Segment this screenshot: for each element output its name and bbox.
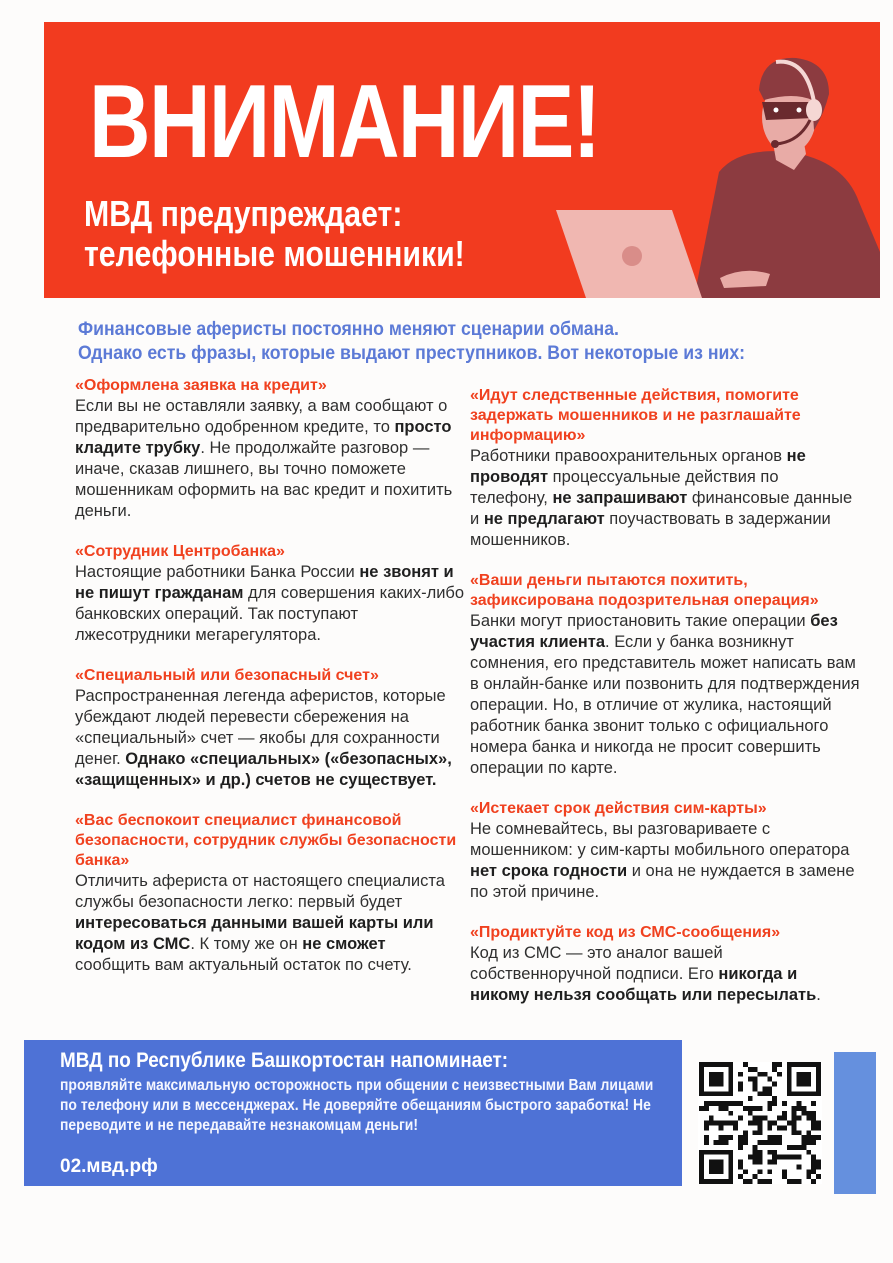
hacker-illustration-icon bbox=[544, 42, 880, 298]
emphasis-text: никогда и никому нельзя сообщать или пересылать bbox=[470, 965, 817, 1004]
phrase-body bbox=[470, 446, 860, 551]
phrase-body bbox=[470, 611, 860, 779]
body-text: Отличить афериста от настоящего специалиста службы безопасности легко: первый будет bbox=[75, 872, 445, 911]
phrase-title: «Продиктуйте код из СМС-сообщения» bbox=[470, 924, 781, 941]
banner-subtitle-line-1: МВД предупреждает: bbox=[84, 193, 403, 234]
phrase-body bbox=[75, 396, 465, 522]
phrase-item-safe-account bbox=[75, 666, 465, 791]
phrase-item-investigation bbox=[470, 386, 860, 551]
phrase-item-security-specialist bbox=[75, 811, 465, 976]
banner-subtitle bbox=[84, 194, 465, 274]
emphasis-text: интересоваться данными вашей карты или кодом из СМС bbox=[75, 914, 434, 953]
body-text: Код из СМС — это аналог вашей собственноручной подписи. Его bbox=[470, 944, 723, 983]
phrase-item-sim-expiry bbox=[470, 799, 860, 903]
emphasis-text: не предлагают bbox=[483, 510, 605, 528]
footer-title: МВД по Республике Башкортостан напоминает: bbox=[60, 1049, 509, 1072]
warning-banner bbox=[44, 22, 880, 298]
headset-earpiece bbox=[806, 99, 822, 121]
decorative-stripe bbox=[834, 1052, 876, 1194]
website-link[interactable]: 02.мвд.рф bbox=[60, 1156, 158, 1177]
phrase-item-suspicious-operation bbox=[470, 571, 860, 779]
banner-title: ВНИМАНИЕ! bbox=[89, 64, 600, 180]
body-text: Настоящие работники Банка России bbox=[75, 563, 360, 581]
body-text: Банки могут приостановить такие операции bbox=[470, 612, 811, 630]
right-column bbox=[470, 386, 860, 1026]
phrase-body bbox=[75, 871, 465, 976]
reminder-footer bbox=[24, 1040, 682, 1186]
phrase-title: «Истекает срок действия сим-карты» bbox=[470, 800, 767, 817]
phrase-title: «Ваши деньги пытаются похитить, зафиксирована подозрительная операция» bbox=[470, 572, 819, 609]
body-text: . Если у банка возникнут сомнения, его представитель может написать вам в онлайн-банке или позвонить для подтверждения операции. Но, в отличие от жулика, настоящий работник банка звонит только с официального номера банка и никогда не просит совершить операции по карте. bbox=[470, 633, 860, 777]
body-text: Распространенная легенда аферистов, которые убеждают людей перевести сбережения на «специальный» счет — якобы для сохранности денег. bbox=[75, 687, 446, 768]
phrase-body bbox=[75, 686, 465, 791]
phrase-title: «Сотрудник Центробанка» bbox=[75, 543, 285, 560]
laptop-logo bbox=[622, 246, 642, 266]
phrase-body bbox=[470, 819, 860, 903]
body-text: Если вы не оставляли заявку, а вам сообщают о предварительно одобренном кредите, то bbox=[75, 397, 448, 436]
banner-subtitle-line-2: телефонные мошенники! bbox=[84, 233, 465, 274]
intro-line-1: Финансовые аферисты постоянно меняют сценарии обмана. bbox=[78, 319, 619, 340]
phrase-item-central-bank bbox=[75, 542, 465, 646]
emphasis-text: без участия клиента bbox=[470, 612, 838, 651]
emphasis-text: нет срока годности bbox=[470, 862, 628, 880]
hoodie-shape bbox=[694, 151, 880, 298]
body-text: . Не продолжайте разговор — иначе, сказав лишнего, вы точно поможете мошенникам оформить на вас кредит и похитить деньги. bbox=[75, 439, 453, 520]
left-column bbox=[75, 376, 465, 996]
phrase-item-credit-request bbox=[75, 376, 465, 522]
phrase-title: «Идут следственные действия, помогите задержать мошенников и не разглашайте информацию» bbox=[470, 387, 801, 444]
phrase-title: «Оформлена заявка на кредит» bbox=[75, 377, 327, 394]
body-text: поучаствовать в задержании мошенников. bbox=[470, 510, 831, 549]
body-text: финансовые данные и bbox=[470, 489, 853, 528]
emphasis-text: Однако «специальных» («безопасных», «защищенных» и др.) счетов не существует. bbox=[75, 750, 452, 789]
intro-line-2: Однако есть фразы, которые выдают преступников. Вот некоторые из них: bbox=[78, 343, 746, 364]
phrase-item-sms-code bbox=[470, 923, 860, 1006]
emphasis-text: не запрашивают bbox=[552, 489, 688, 507]
emphasis-text: не сможет bbox=[302, 935, 386, 953]
intro-text bbox=[78, 318, 785, 366]
body-text: Не сомневайтесь, вы разговариваете с мошенником: у сим-карты мобильного оператора bbox=[470, 820, 850, 859]
body-text: и она не нуждается в замене по этой причине. bbox=[470, 862, 855, 901]
body-text: Работники правоохранительных органов bbox=[470, 447, 787, 465]
qr-code-icon[interactable] bbox=[698, 1062, 822, 1184]
phrase-body bbox=[470, 943, 860, 1006]
body-text: . К тому же он bbox=[190, 935, 303, 953]
phrase-body bbox=[75, 562, 465, 646]
body-text: . bbox=[816, 986, 821, 1004]
phrase-title: «Вас беспокоит специалист финансовой безопасности, сотрудник службы безопасности банка» bbox=[75, 812, 457, 869]
body-text: для совершения каких-либо банковских операций. Так поступают лжесотрудники мегарегулятора. bbox=[75, 584, 465, 644]
body-text: процессуальные действия по телефону, bbox=[470, 468, 779, 507]
emphasis-text: не проводят bbox=[470, 447, 806, 486]
emphasis-text: не звонят и не пишут гражданам bbox=[75, 563, 454, 602]
emphasis-text: просто кладите трубку bbox=[75, 418, 452, 457]
phrase-title: «Специальный или безопасный счет» bbox=[75, 667, 379, 684]
footer-text: проявляйте максимальную осторожность при общении с неизвестными Вам лицами по телефону или в мессенджерах. Не доверяйте обещаниям быстрого заработка! Не переводите и не передавайте незнакомцам деньги! bbox=[60, 1077, 654, 1134]
body-text: сообщить вам актуальный остаток по счету. bbox=[75, 956, 412, 974]
